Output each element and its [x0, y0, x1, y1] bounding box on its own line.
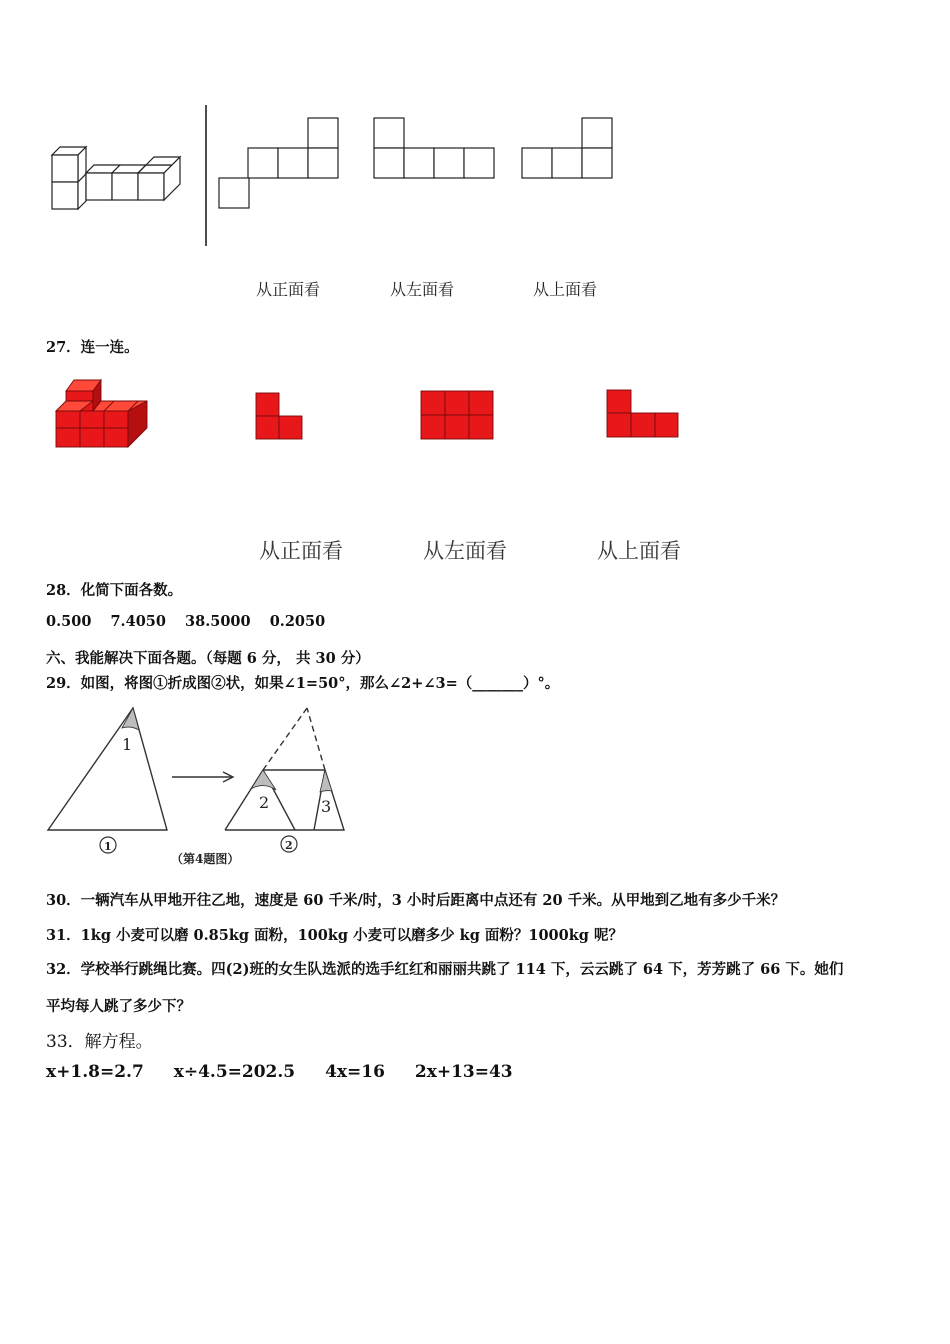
q29-angle-2-label: 2: [259, 793, 270, 812]
q33-equations: [46, 1062, 513, 1082]
q28-number-1: 0.500: [46, 613, 92, 630]
q29-angle-3-mark: [320, 770, 332, 792]
q33-equation-3: 4x=16: [325, 1062, 385, 1082]
q27-view-b: [421, 391, 493, 439]
q30-text: 30．一辆汽车从甲地开往乙地，速度是 60 千米/时，3 小时后距离中点还有 20 千米。从甲地到乙地有多少千米？: [46, 892, 786, 909]
q28-numbers: [46, 613, 325, 630]
q32-line-2: 平均每人跳了多少下？: [46, 998, 191, 1015]
q28-number-2: 7.4050: [110, 613, 166, 630]
svg-text:2: 2: [285, 839, 293, 852]
q29-angle-1-label: 1: [122, 735, 133, 754]
q26-label-top: 从上面看: [533, 280, 598, 299]
q26-view-3: [522, 118, 612, 178]
q29-triangle-1: [48, 708, 167, 830]
q33-equation-2: x÷4.5=202.5: [173, 1062, 296, 1082]
q26-label-front: 从正面看: [256, 280, 321, 299]
q29-figure: [40, 700, 400, 870]
q26-view-1: [219, 118, 338, 208]
q26-view-2: [374, 118, 494, 178]
q28-number-4: 0.2050: [269, 613, 326, 630]
q27-title: 27．连一连。: [46, 339, 139, 356]
q26-figure: [0, 0, 950, 260]
q33-title: 33．解方程。: [46, 1032, 153, 1052]
q29-dashed-fold: [263, 708, 307, 770]
q28-number-3: 38.5000: [185, 613, 251, 630]
q27-label-top: 从上面看: [597, 539, 681, 563]
q32-line-1: 32．学校举行跳绳比赛。四(2)班的女生队选派的选手红红和丽丽共跳了 114 下，云云跳了 64 下，芳芳跳了 66 下。她们: [46, 961, 844, 978]
q29-angle-2-mark: [251, 770, 276, 790]
q31-text: 31．1kg 小麦可以磨 0.85kg 面粉，100kg 小麦可以磨多少 kg 面粉？1000kg 呢？: [46, 927, 623, 944]
q27-solid: [56, 380, 147, 447]
q28-title: 28．化简下面各数。: [46, 582, 183, 599]
q27-figure: [0, 370, 950, 460]
q29-caption: （第4题图）: [171, 852, 240, 866]
q33-equation-4: 2x+13=43: [414, 1062, 513, 1082]
q33-equation-1: x+1.8=2.7: [46, 1062, 144, 1082]
q27-view-c: [607, 390, 678, 437]
q29-text: 29．如图，将图①折成图②状，如果∠1=50°，那么∠2+∠3=（_______）°。: [46, 675, 560, 692]
q27-label-front: 从正面看: [259, 539, 343, 563]
q29-angle-3-label: 3: [321, 797, 332, 816]
q26-label-left: 从左面看: [390, 280, 455, 299]
q27-view-a: [256, 393, 302, 439]
section6-heading: 六、我能解决下面各题。（每题 6 分， 共 30 分）: [46, 650, 370, 667]
q26-solid: [52, 147, 180, 209]
q27-label-left: 从左面看: [423, 539, 507, 563]
svg-text:1: 1: [104, 840, 112, 853]
